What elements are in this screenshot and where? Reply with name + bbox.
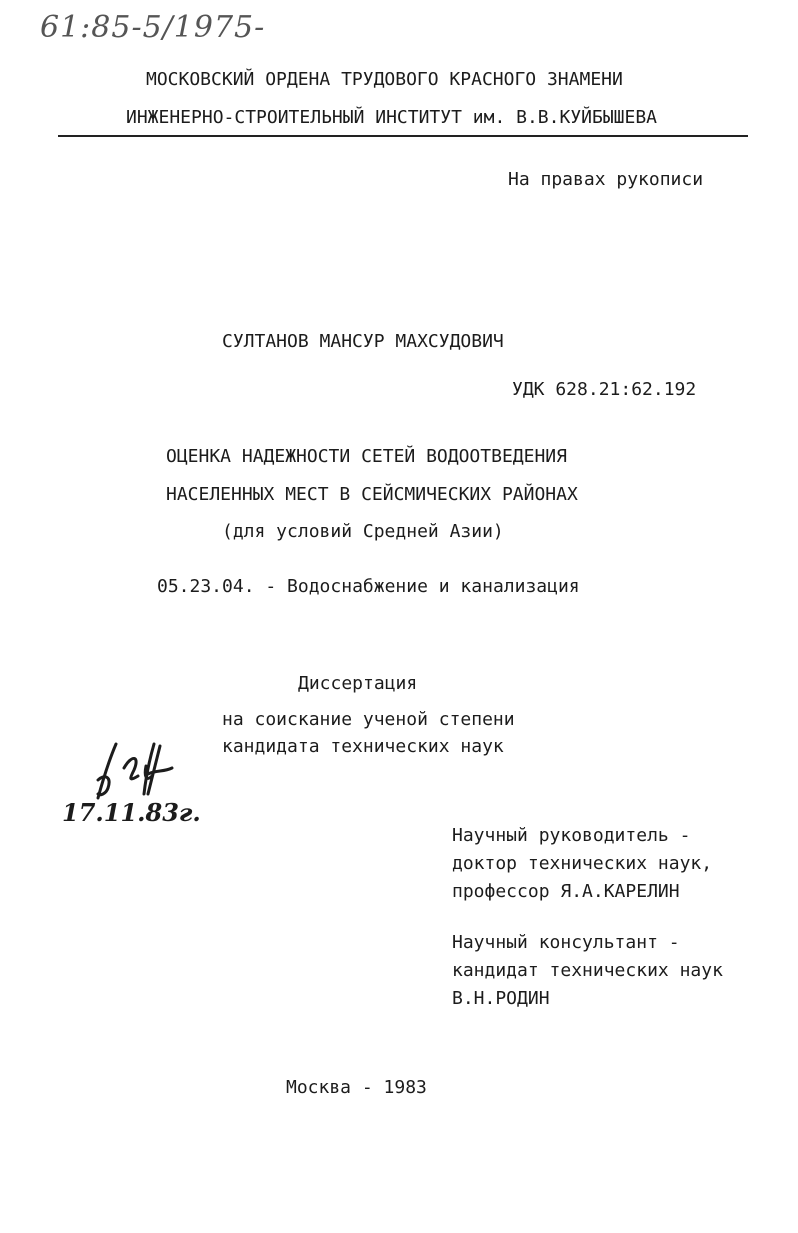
specialty-code: 05.23.04. - Водоснабжение и канализация (157, 576, 580, 597)
thesis-type: Диссертация (298, 673, 418, 694)
institute-line-2: ИНЖЕНЕРНО-СТРОИТЕЛЬНЫЙ ИНСТИТУТ им. В.В.КУЙБЫШЕВА (126, 107, 658, 128)
supervisor-line-3: профессор Я.А.КАРЕЛИН (452, 881, 680, 902)
udk-code: УДК 628.21:62.192 (512, 379, 697, 400)
title-line-2: НАСЕЛЕННЫХ МЕСТ В СЕЙСМИЧЕСКИХ РАЙОНАХ (166, 484, 578, 505)
thesis-line-1: на соискание ученой степени (222, 709, 515, 730)
consultant-line-3: В.Н.РОДИН (452, 988, 550, 1009)
title-line-1: ОЦЕНКА НАДЕЖНОСТИ СЕТЕЙ ВОДООТВЕДЕНИЯ (166, 446, 567, 467)
supervisor-line-1: Научный руководитель - (452, 825, 691, 846)
title-line-3: (для условий Средней Азии) (222, 521, 504, 542)
signature-scribble (88, 736, 188, 806)
footer-city-year: Москва - 1983 (286, 1077, 427, 1098)
institute-line-1: МОСКОВСКИЙ ОРДЕНА ТРУДОВОГО КРАСНОГО ЗНАМЕНИ (146, 69, 623, 90)
supervisor-line-2: доктор технических наук, (452, 853, 713, 874)
manuscript-note: На правах рукописи (508, 169, 704, 190)
archive-mark: 61:85-5/1975- (40, 10, 266, 45)
thesis-line-2: кандидата технических наук (222, 736, 504, 757)
author-name: СУЛТАНОВ МАНСУР МАХСУДОВИЧ (222, 331, 504, 352)
consultant-line-1: Научный консультант - (452, 932, 680, 953)
consultant-line-2: кандидат технических наук (452, 960, 723, 981)
header-rule (58, 135, 748, 137)
handwritten-date: 17.11.83г. (62, 798, 201, 827)
